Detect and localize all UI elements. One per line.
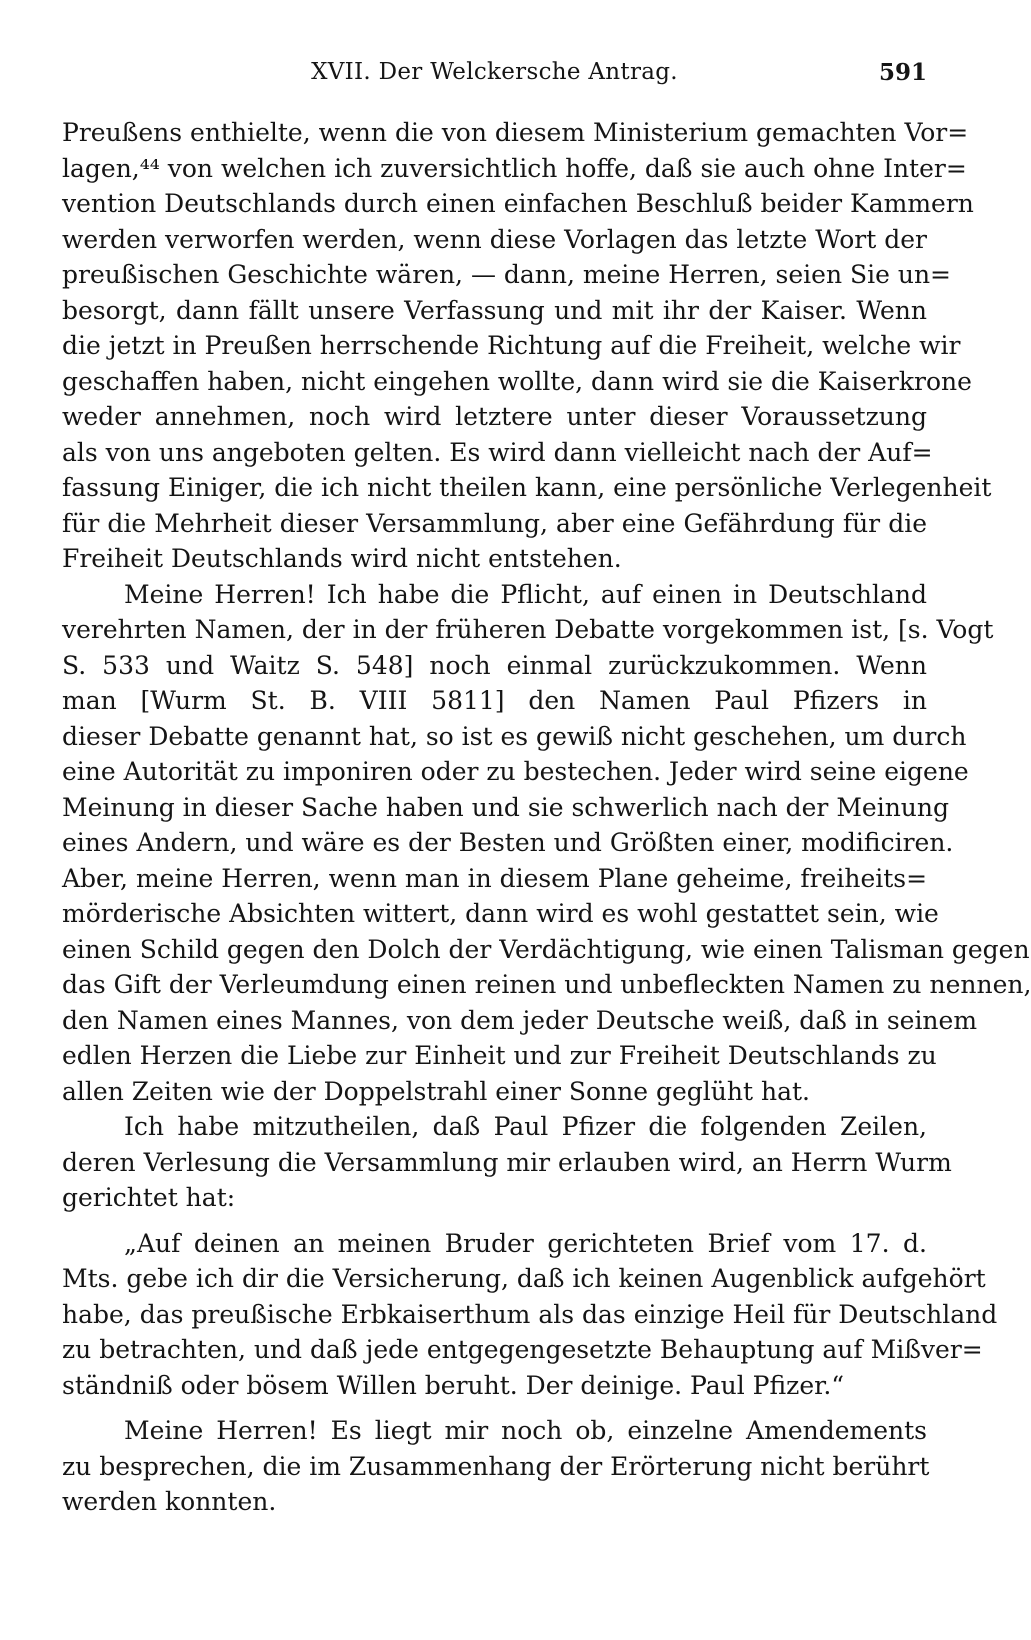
quoted-letter (62, 1226, 998, 1404)
text-line: man [Wurm St. B. VIII 5811] den Namen Paul Pfizers in (62, 686, 927, 715)
text-line: einen Schild gegen den Dolch der Verdächtigung, wie einen Talisman gegen (62, 934, 1030, 964)
text-line: Preußens enthielte, wenn die von diesem Ministerium gemachten Vor= (62, 118, 969, 147)
paragraph-1 (62, 115, 992, 577)
text-line: deren Verlesung die Versammlung mir erlauben wird, an Herrn Wurm (62, 1147, 952, 1177)
text-line: Freiheit Deutschlands wird nicht entstehen. (62, 544, 622, 573)
text-line: werden verworfen werden, wenn diese Vorlagen das letzte Wort der (62, 224, 927, 254)
text-line: „Auf deinen an meinen Bruder gerichteten Brief vom 17. d. (124, 1228, 927, 1258)
text-line: dieser Debatte genannt hat, so ist es gewiß nicht geschehen, um durch (62, 721, 967, 751)
running-title: XVII. Der Welckersche Antrag. (311, 59, 678, 85)
text-line: Meine Herren! Ich habe die Pflicht, auf einen in Deutschland (124, 579, 927, 609)
text-line: mörderische Absichten wittert, dann wird es wohl gestattet sein, wie (62, 899, 939, 928)
text-line: Mts. gebe ich dir die Versicherung, daß ich keinen Augenblick aufgehört (62, 1264, 986, 1293)
text-line: als von uns angeboten gelten. Es wird dann vielleicht nach der Auf= (62, 437, 933, 467)
text-line: zu betrachten, und daß jede entgegengesetzte Behauptung auf Mißver= (62, 1335, 983, 1364)
page-header (62, 55, 927, 115)
text-line: werden konnten. (62, 1487, 277, 1516)
text-line: S. 533 und Waitz S. 548] noch einmal zurückzukommen. Wenn (62, 650, 927, 680)
paragraph-spacer (62, 1216, 927, 1226)
paragraph-3 (62, 1109, 952, 1216)
text-line: besorgt, dann fällt unsere Verfassung und mit ihr der Kaiser. Wenn (62, 295, 927, 325)
paragraph-5 (62, 1413, 930, 1520)
text-line: Aber, meine Herren, wenn man in diesem Plane geheime, freiheits= (62, 863, 928, 893)
book-page (62, 55, 1031, 1615)
text-line: den Namen eines Mannes, von dem jeder Deutsche weiß, daß in seinem (62, 1005, 978, 1035)
text-line: das Gift der Verleumdung einen reinen und unbefleckten Namen zu nennen, (62, 970, 1031, 999)
text-line: allen Zeiten wie der Doppelstrahl einer Sonne geglüht hat. (62, 1076, 810, 1106)
text-line: zu besprechen, die im Zusammenhang der Erörterung nicht berührt (62, 1451, 930, 1481)
text-line: die jetzt in Preußen herrschende Richtung auf die Freiheit, welche wir (62, 331, 961, 360)
text-line: verehrten Namen, der in der früheren Debatte vorgekommen ist, [s. Vogt (62, 615, 994, 644)
text-line: habe, das preußische Erbkaiserthum als das einzige Heil für Deutschland (62, 1299, 998, 1329)
text-line: edlen Herzen die Liebe zur Einheit und zur Freiheit Deutschlands zu (62, 1041, 937, 1070)
page-number: 591 (878, 59, 927, 86)
text-line: weder annehmen, noch wird letztere unter dieser Voraussetzung (62, 402, 927, 431)
text-line: Meine Herren! Es liegt mir noch ob, einzelne Amendements (124, 1416, 927, 1445)
paragraph-spacer (62, 1403, 927, 1413)
text-line: Ich habe mitzutheilen, daß Paul Pfizer die folgenden Zeilen, (124, 1112, 927, 1141)
text-line: gerichtet hat: (62, 1183, 236, 1212)
text-line: vention Deutschlands durch einen einfachen Beschluß beider Kammern (62, 189, 974, 218)
text-line: Meinung in dieser Sache haben und sie schwerlich nach der Meinung (62, 792, 950, 822)
text-line: preußischen Geschichte wären, — dann, meine Herren, seien Sie un= (62, 260, 952, 289)
text-line: eines Andern, und wäre es der Besten und Größten einer, modificiren. (62, 828, 954, 857)
text-line: ständniß oder bösem Willen beruht. Der deinige. Paul Pfizer.“ (62, 1370, 845, 1400)
text-line: geschaffen haben, nicht eingehen wollte, dann wird sie die Kaiserkrone (62, 366, 972, 396)
paragraph-2 (62, 577, 1031, 1110)
text-line: fassung Einiger, die ich nicht theilen kann, eine persönliche Verlegenheit (62, 473, 992, 502)
text-line: lagen,⁴⁴ von welchen ich zuversichtlich hoffe, daß sie auch ohne Inter= (62, 153, 967, 183)
text-line: eine Autorität zu imponiren oder zu bestechen. Jeder wird seine eigene (62, 757, 969, 786)
text-line: für die Mehrheit dieser Versammlung, aber eine Gefährdung für die (62, 508, 927, 538)
